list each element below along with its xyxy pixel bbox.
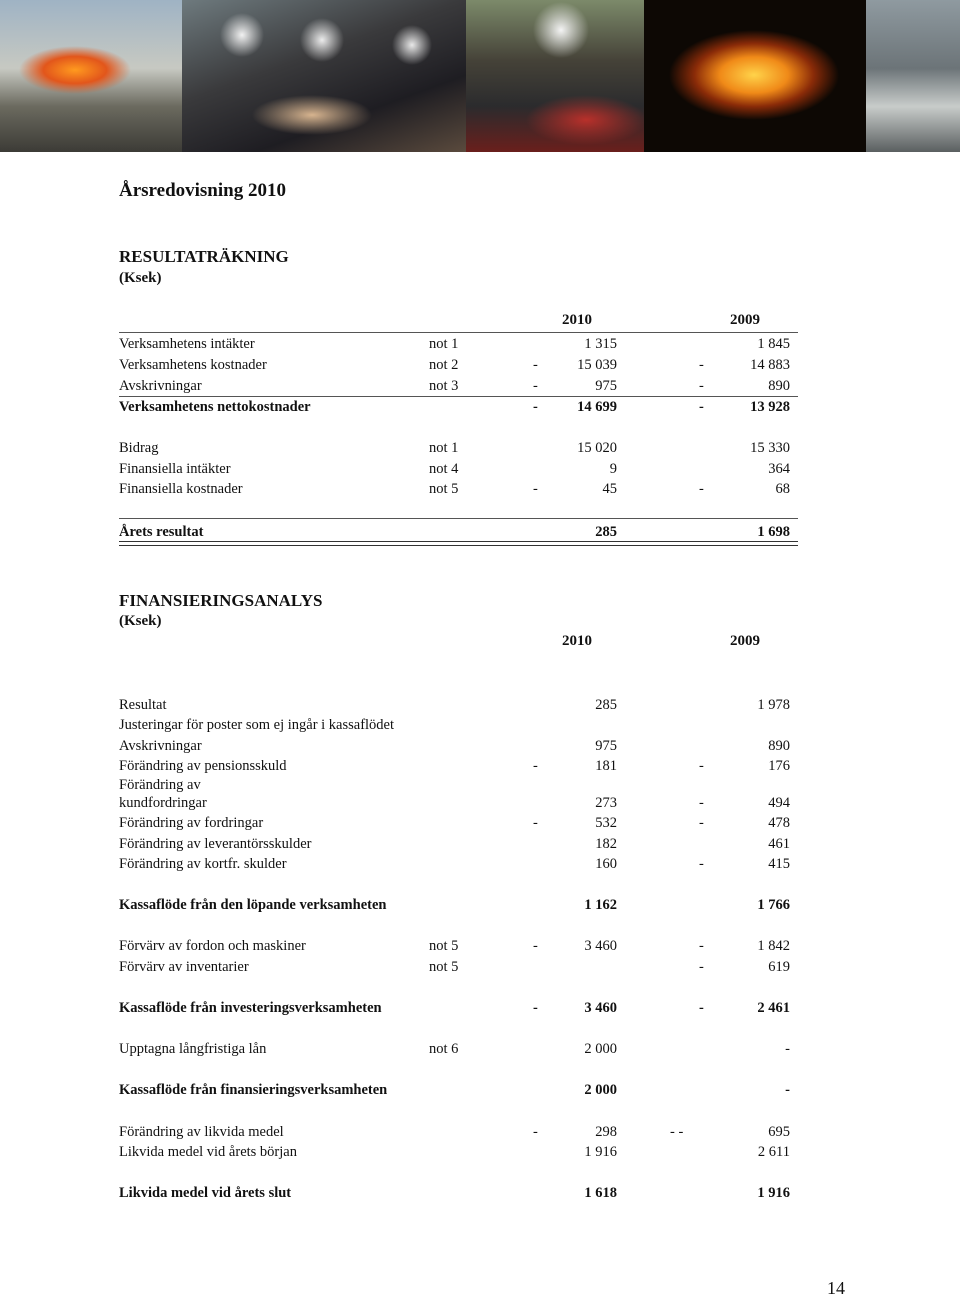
value-2010: 2 000 [584,1041,617,1057]
value-2010: 285 [595,524,617,540]
value-2009: 176 [768,758,790,774]
row-label: Förvärv av inventarier [119,959,249,975]
sign-2009: - [699,1000,704,1016]
table-row [0,1122,960,1142]
sign-2010: - [533,815,538,831]
row-label: Likvida medel vid årets slut [119,1185,292,1201]
row-label: Bidrag [119,440,159,456]
row-label: Kassaflöde från finansieringsverksamheten [119,1082,388,1098]
table-row [0,355,960,375]
sign-2009: - [699,795,704,811]
value-2010: 1 315 [584,336,617,352]
sign-2009: - [699,758,704,774]
value-2010: 3 460 [584,938,617,954]
table-row [0,334,960,354]
sign-2010: - [533,399,538,415]
row-label: Avskrivningar [119,738,202,754]
row-label: Avskrivningar [119,378,202,394]
value-2009: 1 978 [757,697,790,713]
photo-car-fire [0,0,182,152]
row-label: Likvida medel vid årets början [119,1144,297,1160]
value-2009: 2 461 [757,1000,790,1016]
result-double-rule [119,541,798,546]
row-note: not 1 [429,440,459,456]
row-note: not 6 [429,1041,459,1057]
row-label: Kassaflöde från den löpande verksamheten [119,897,387,913]
sign-2009: - [699,481,704,497]
table-row [0,1080,960,1100]
sign-2009: - [699,378,704,394]
sign-2010: - [533,1000,538,1016]
row-label: Justeringar för poster som ej ingår i kassaflödet [119,717,395,733]
value-2009: 890 [768,738,790,754]
value-2009: 1 842 [757,938,790,954]
value-2009: 68 [775,481,790,497]
table-row [0,376,960,396]
table-row [0,459,960,479]
result-top-rule [119,518,798,519]
value-2009: 415 [768,856,790,872]
value-2010: 273 [595,795,617,811]
income-year-2010: 2010 [562,312,592,328]
row-label: Upptagna långfristiga lån [119,1041,267,1057]
income-statement-heading: RESULTATRÄKNING [119,247,289,266]
row-label: Verksamhetens intäkter [119,336,255,352]
row-label: kundfordringar [119,795,207,811]
sign-2009: - [699,856,704,872]
row-label: Förvärv av fordon och maskiner [119,938,306,954]
row-label: Kassaflöde från investeringsverksamheten [119,1000,382,1016]
table-row [0,854,960,874]
value-2010: 3 460 [584,1000,617,1016]
table-row [0,1039,960,1059]
table-row [0,1142,960,1162]
value-2010: 2 000 [584,1082,617,1098]
cashflow-year-2010: 2010 [562,633,592,649]
table-row [0,957,960,977]
sign-2010: - [533,758,538,774]
value-2009: 2 611 [757,1144,790,1160]
value-2009: 890 [768,378,790,394]
value-2010: 9 [609,461,617,477]
value-2009: 461 [768,836,790,852]
value-2010: 1 916 [584,1144,617,1160]
row-label: Finansiella intäkter [119,461,231,477]
row-note: not 1 [429,336,459,352]
value-2009: 1 766 [757,897,790,913]
row-label: Finansiella kostnader [119,481,243,497]
photo-house-fire [644,0,866,152]
value-2010: 1 618 [584,1185,617,1201]
table-row [0,813,960,833]
page-number: 14 [827,1278,845,1298]
document-title: Årsredovisning 2010 [119,180,286,201]
row-note: not 5 [429,959,459,975]
sign-2009: - [699,399,704,415]
value-2009: 15 330 [750,440,790,456]
table-row [0,736,960,756]
table-row [0,715,960,735]
table-row [0,936,960,956]
row-label: Förändring av fordringar [119,815,264,831]
value-2009: - [785,1082,790,1098]
sign-2009: - [699,959,704,975]
header-photo-strip [0,0,960,152]
sign-2010: - [533,481,538,497]
value-2009: - [785,1041,790,1057]
value-2010: 182 [595,836,617,852]
row-label: Verksamhetens kostnader [119,357,267,373]
sign-2010: - [533,378,538,394]
sign-2009: - [699,815,704,831]
table-row [0,695,960,715]
table-row [0,1183,960,1203]
value-2009: 13 928 [750,399,790,415]
row-label: Förändring av pensionsskuld [119,758,287,774]
value-2010: 975 [595,738,617,754]
cashflow-heading: FINANSIERINGSANALYS [119,591,323,610]
photo-firefighter-tool [466,0,644,152]
table-row [0,998,960,1018]
table-row [0,895,960,915]
row-note: not 2 [429,357,459,373]
value-2009: 695 [768,1124,790,1140]
value-2009: 14 883 [750,357,790,373]
row-label: Resultat [119,697,167,713]
table-row [0,522,960,542]
value-2010: 14 699 [577,399,617,415]
table-row [0,834,960,854]
value-2010: 181 [595,758,617,774]
table-row [0,793,960,813]
value-2009: 478 [768,815,790,831]
row-note: not 5 [429,938,459,954]
value-2010: 15 039 [577,357,617,373]
cashflow-year-2009: 2009 [730,633,760,649]
value-2010: 160 [595,856,617,872]
table-row [0,438,960,458]
income-statement-unit: (Ksek) [119,270,162,286]
row-label: Förändring av likvida medel [119,1124,284,1140]
value-2009: 1 845 [757,336,790,352]
value-2010: 45 [602,481,617,497]
value-2009: 619 [768,959,790,975]
sign-2009: - - [670,1124,684,1140]
photo-car-wreck [866,0,960,152]
sign-2010: - [533,357,538,373]
row-label: Årets resultat [119,524,204,540]
sign-2010: - [533,1124,538,1140]
value-2009: 364 [768,461,790,477]
income-year-2009: 2009 [730,312,760,328]
value-2009: 494 [768,795,790,811]
row-label: Verksamhetens nettokostnader [119,399,311,415]
value-2010: 1 162 [584,897,617,913]
row-label: Förändring av [119,777,201,793]
cashflow-unit: (Ksek) [119,613,162,629]
value-2010: 532 [595,815,617,831]
value-2010: 298 [595,1124,617,1140]
table-row [0,756,960,776]
photo-rescue-crew [182,0,466,152]
row-label: Förändring av leverantörsskulder [119,836,312,852]
table-row [0,775,960,795]
row-label: Förändring av kortfr. skulder [119,856,287,872]
table-row [0,397,960,417]
sign-2010: - [533,938,538,954]
income-header-rule [119,332,798,333]
value-2010: 975 [595,378,617,394]
value-2010: 15 020 [577,440,617,456]
value-2009: 1 916 [757,1185,790,1201]
sign-2009: - [699,357,704,373]
table-row [0,479,960,499]
sign-2009: - [699,938,704,954]
value-2009: 1 698 [757,524,790,540]
row-note: not 4 [429,461,459,477]
value-2010: 285 [595,697,617,713]
row-note: not 3 [429,378,459,394]
row-note: not 5 [429,481,459,497]
